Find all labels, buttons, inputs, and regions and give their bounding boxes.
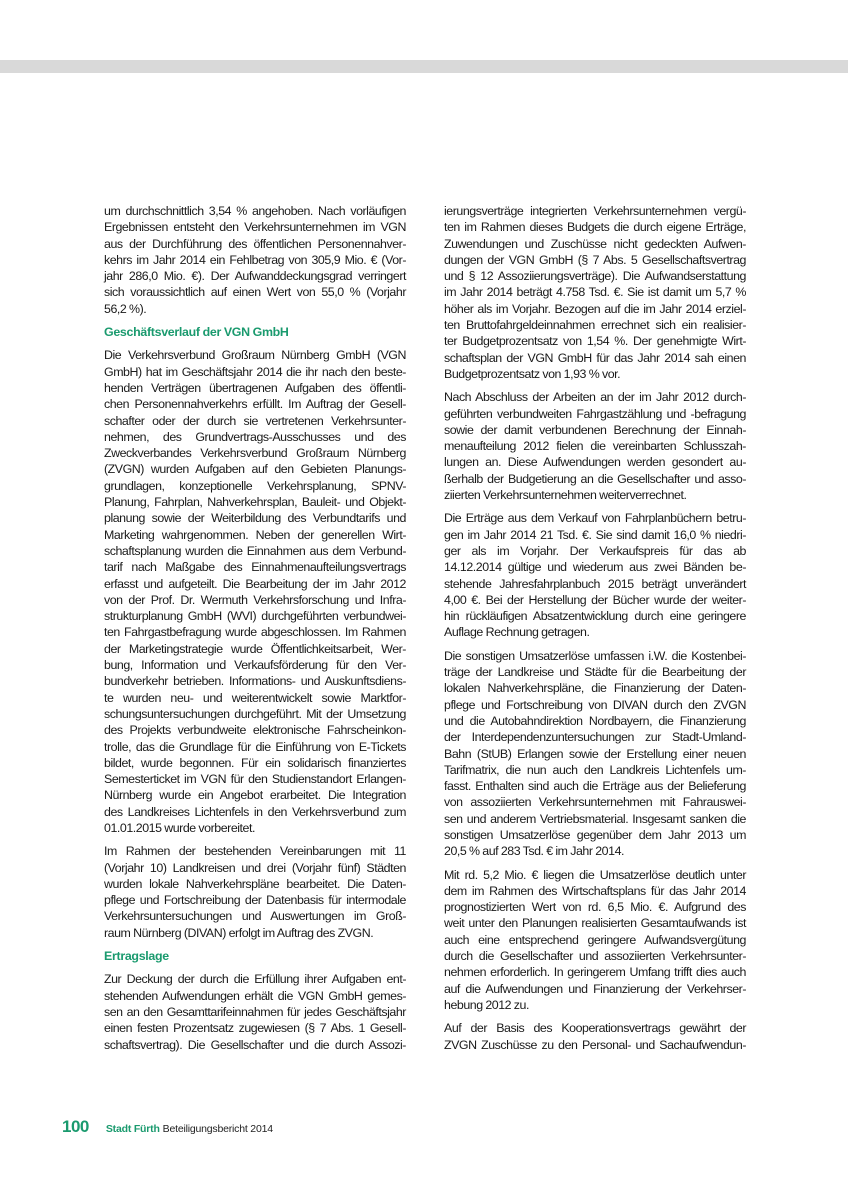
text-line: henden Verträgen übertragenen Aufgaben des öffentli- bbox=[104, 380, 406, 395]
text-line: und § 12 Assoziierungsverträge). Die Aufwandserstattung bbox=[444, 269, 746, 284]
text-line: sich voraussichtlich auf einen Wert von 55,0 % (Vorjahr bbox=[104, 285, 406, 300]
text-line: ßerhalb der Budgetierung an die Gesellschafter und asso- bbox=[444, 471, 746, 486]
paragraph bbox=[444, 867, 746, 1014]
text-line: schaftsplanung wurden die Einnahmen aus dem Verbund- bbox=[104, 543, 406, 558]
text-line: erfasst und aufgeteilt. Die Bearbeitung der im Jahr 2012 bbox=[104, 576, 406, 591]
text-line: chen Personennahverkehrs erfüllt. Im Auftrag der Gesell- bbox=[104, 397, 406, 412]
text-line: dungen der VGN GmbH (§ 7 Abs. 5 Gesellschaftsvertrag bbox=[444, 252, 746, 267]
text-line: Auf der Basis des Kooperationsvertrags gewährt der bbox=[444, 1021, 746, 1036]
text-line: hebung 2012 zu. bbox=[444, 997, 529, 1012]
paragraph bbox=[444, 389, 746, 503]
text-line: des Landkreises Lichtenfels in den Verkehrsverbund zum bbox=[104, 804, 406, 819]
text-line: kehrs im Jahr 2014 ein Fehlbetrag von 305,9 Mio. € (Vor- bbox=[104, 252, 406, 267]
text-line: menaufteilung 2012 fielen die vereinbarten Schlusszah- bbox=[444, 439, 746, 454]
text-line: 14.12.2014 gültige und wiederum aus zwei Bänden be- bbox=[444, 560, 746, 575]
text-line: ierungsverträge integrierten Verkehrsunternehmen vergü- bbox=[444, 204, 746, 218]
text-line: Bahn (StUB) Erlangen sowie der Erstellung einer neuen bbox=[444, 746, 746, 761]
text-line: Zweckverbandes Verkehrsverbund Großraum Nürnberg bbox=[104, 446, 406, 461]
text-line: ziierten Verkehrsunternehmen weiterverrechnet. bbox=[444, 488, 687, 503]
text-line: Die Erträge aus dem Verkauf von Fahrplanbüchern betru- bbox=[444, 511, 746, 526]
text-line: ZVGN Zuschüsse zu den Personal- und Sachaufwendun- bbox=[444, 1037, 746, 1052]
text-line: einen festen Prozentsatz zugewiesen (§ 7 Abs. 1 Gesell- bbox=[104, 1021, 406, 1036]
text-line: nehmen erforderlich. In geringerem Umfang trifft dies auch bbox=[444, 965, 746, 980]
text-line: grundlagen, konzeptionelle Verkehrsplanung, SPNV- bbox=[104, 478, 406, 493]
text-line: bildet, wurde begonnen. Für ein solidarisch finanziertes bbox=[104, 755, 406, 770]
text-line: gen im Jahr 2014 21 Tsd. €. Sie sind damit 16,0 % niedri- bbox=[444, 527, 746, 542]
text-line: Planung, Fahrplan, Nahverkehrsplan, Bauleit- und Objekt- bbox=[104, 495, 406, 510]
text-line: sen und anderem Vertriebsmaterial. Insgesamt sanken die bbox=[444, 811, 746, 826]
text-line: ten Bruttofahrgeldeinnahmen errechnet sich ein realisier- bbox=[444, 318, 746, 333]
text-line: Die Verkehrsverbund Großraum Nürnberg GmbH (VGN bbox=[104, 348, 406, 363]
text-line: Verkehrsuntersuchungen und Auswertungen im Groß- bbox=[104, 909, 406, 924]
text-line: GmbH) hat im Geschäftsjahr 2014 die ihr nach den beste- bbox=[104, 364, 406, 379]
text-line: Tarifmatrix, die nun auch den Landkreis Lichtenfels um- bbox=[444, 762, 746, 777]
paragraph bbox=[104, 971, 406, 1052]
text-line: Nach Abschluss der Arbeiten an der im Jahr 2012 durch- bbox=[444, 390, 746, 405]
text-line: trolle, das die Grundlage für die Einführung von E-Tickets bbox=[104, 739, 406, 754]
text-line: lungen an. Diese Aufwendungen werden gesondert au- bbox=[444, 455, 746, 470]
text-line: stehenden Aufwendungen erhält die VGN GmbH gemes- bbox=[104, 988, 406, 1003]
text-line: Ergebnissen entsteht den Verkehrsunternehmen im VGN bbox=[104, 220, 406, 235]
text-line: pflege und Fortschreibung der Datenbasis für intermodale bbox=[104, 893, 406, 908]
paragraph bbox=[104, 843, 406, 941]
text-line: fasst. Enthalten sind auch die Erträge aus der Belieferung bbox=[444, 779, 746, 794]
top-bar bbox=[0, 60, 848, 73]
text-line: Mit rd. 5,2 Mio. € liegen die Umsatzerlöse deutlich unter bbox=[444, 867, 746, 882]
right-text-column bbox=[444, 203, 746, 1060]
footer-publisher: Stadt Fürth bbox=[105, 1123, 160, 1135]
section-heading: Geschäftsverlauf der VGN GmbH bbox=[104, 325, 289, 340]
text-line: von der Prof. Dr. Wermuth Verkehrsforschung und Infra- bbox=[104, 592, 406, 607]
text-line: 01.01.2015 wurde vorbereitet. bbox=[104, 820, 255, 835]
text-line: bundverkehr betrieben. Informations- und Auskunftsdiens- bbox=[104, 674, 406, 689]
text-line: von assoziierten Verkehrsunternehmen mit Fahrauswei- bbox=[444, 795, 746, 810]
text-line: Zur Deckung der durch die Erfüllung ihrer Aufgaben ent- bbox=[104, 972, 406, 987]
text-line: ter Budgetprozentsatz von 1,54 %. Der genehmigte Wirt- bbox=[444, 334, 746, 349]
text-line: schaftsplan der VGN GmbH für das Jahr 2014 sah einen bbox=[444, 350, 746, 365]
text-line: jahr 286,0 Mio. €). Der Aufwanddeckungsgrad verringert bbox=[104, 269, 406, 284]
paragraph bbox=[104, 347, 406, 836]
text-line: der Marketingstrategie wurde Öffentlichkeitsarbeit, Wer- bbox=[104, 641, 406, 656]
text-line: wurden lokale Nahverkehrspläne bearbeitet. Die Daten- bbox=[104, 876, 406, 891]
text-line: schaftsvertrag). Die Gesellschafter und die durch Assozi- bbox=[104, 1037, 406, 1052]
text-line: des Projekts verbundweite elektronische Fahrscheinkon- bbox=[104, 723, 406, 738]
section-heading: Ertragslage bbox=[104, 949, 169, 964]
text-line: Im Rahmen der bestehenden Vereinbarungen mit 11 bbox=[104, 844, 406, 859]
paragraph bbox=[104, 203, 406, 317]
text-line: Marketing wahrgenommen. Neben der generellen Wirt- bbox=[104, 527, 406, 542]
text-line: Nürnberg wurde ein Angebot erarbeitet. Die Integration bbox=[104, 788, 406, 803]
text-line: planung sowie der Weiterbildung des Verbundtarifs und bbox=[104, 511, 406, 526]
text-line: 56,2 %). bbox=[104, 301, 147, 316]
paragraph bbox=[444, 510, 746, 640]
text-line: Budgetprozentsatz von 1,93 % vor. bbox=[444, 366, 621, 381]
text-line: sowie der damit verbundenen Berechnung der Einnah- bbox=[444, 422, 746, 437]
text-line: aus der Durchführung des öffentlichen Personennahver- bbox=[104, 236, 406, 251]
text-line: höher als im Vorjahr. Bezogen auf die im Jahr 2014 erziel- bbox=[444, 301, 746, 316]
text-line: stehende Jahresfahrplanbuch 2015 beträgt unverändert bbox=[444, 576, 746, 591]
footer-report-title: Beteiligungsbericht 2014 bbox=[162, 1123, 273, 1135]
text-line: prognostizierten Wert von rd. 6,5 Mio. €. Aufgrund des bbox=[444, 900, 746, 915]
left-text-column bbox=[104, 203, 406, 1060]
text-line: raum Nürnberg (DIVAN) erfolgt im Auftrag des ZVGN. bbox=[104, 925, 374, 940]
text-line: nehmen, des Grundvertrags-Ausschusses und des bbox=[104, 429, 406, 444]
text-line: 20,5 % auf 283 Tsd. € im Jahr 2014. bbox=[444, 844, 624, 859]
text-line: hin rückläufigen Absatzentwicklung durch eine geringere bbox=[444, 609, 746, 624]
text-line: Zuwendungen und Zuschüsse nicht gedeckten Aufwen- bbox=[444, 236, 746, 251]
text-line: sonstigen Umsatzerlöse gegenüber dem Jahr 2013 um bbox=[444, 827, 746, 842]
text-line: weit unter den Planungen realisierten Gesamtaufwands ist bbox=[444, 916, 746, 931]
text-line: bung, Information und Verkaufsförderung für den Ver- bbox=[104, 658, 406, 673]
text-line: Semesterticket im VGN für den Studienstandort Erlangen- bbox=[104, 772, 406, 787]
text-line: (Vorjahr 10) Landkreisen und drei (Vorjahr fünf) Städten bbox=[104, 860, 406, 875]
text-line: sen an den Gesamttarifeinnahmen für jedes Geschäftsjahr bbox=[104, 1004, 406, 1019]
text-line: pflege und Fortschreibung von DIVAN durch den ZVGN bbox=[444, 697, 746, 712]
text-line: (ZVGN) wurden Aufgaben auf den Gebieten Planungs- bbox=[104, 462, 406, 477]
text-line: dem im Rahmen des Wirtschaftsplans für das Jahr 2014 bbox=[444, 883, 746, 898]
text-line: auch eine entsprechend geringere Aufwandsvergütung bbox=[444, 932, 746, 947]
page-number: 100 bbox=[62, 1117, 89, 1136]
text-line: strukturplanung GmbH (WVI) durchgeführten verbundwei- bbox=[104, 609, 406, 624]
text-line: tarif nach Maßgabe des Einnahmenaufteilungsvertrags bbox=[104, 560, 406, 575]
text-line: schafter oder der durch sie vertretenen Verkehrsunter- bbox=[104, 413, 406, 428]
text-line: um durchschnittlich 3,54 % angehoben. Nach vorläufigen bbox=[104, 204, 406, 218]
text-line: Auflage Rechnung getragen. bbox=[444, 625, 590, 640]
text-line: schungsuntersuchungen durchgeführt. Mit der Umsetzung bbox=[104, 706, 406, 721]
text-line: geführten verbundweiten Fahrgastzählung und -befragung bbox=[444, 406, 746, 421]
page-footer bbox=[62, 1117, 273, 1137]
text-line: ten im Rahmen dieses Budgets die durch eigene Erträge, bbox=[444, 220, 746, 235]
text-line: te wurden neu- und weiterentwickelt sowie Marktfor- bbox=[104, 690, 406, 705]
paragraph bbox=[444, 648, 746, 860]
text-line: ten Fahrgastbefragung wurde abgeschlossen. Im Rahmen bbox=[104, 625, 406, 640]
text-line: im Jahr 2014 beträgt 4.758 Tsd. €. Sie ist damit um 5,7 % bbox=[444, 285, 746, 300]
paragraph bbox=[444, 1020, 746, 1053]
text-line: und die Autobahndirektion Nordbayern, die Finanzierung bbox=[444, 713, 746, 728]
text-line: Die sonstigen Umsatzerlöse umfassen i.W. die Kostenbei- bbox=[444, 648, 746, 663]
text-line: ger als im Vorjahr. Der Verkaufspreis für das ab bbox=[444, 543, 746, 558]
text-line: durch die Gesellschafter und assoziierten Verkehrsunter- bbox=[444, 949, 746, 964]
text-line: 4,00 €. Bei der Herstellung der Bücher wurde der weiter- bbox=[444, 592, 746, 607]
text-line: der Interdependenzuntersuchungen zur Stadt-Umland- bbox=[444, 730, 746, 745]
paragraph bbox=[444, 203, 746, 382]
text-line: träge der Landkreise und Städte für die Bearbeitung der bbox=[444, 665, 746, 680]
text-line: auf die Aufwendungen und Finanzierung der Verkehrser- bbox=[444, 981, 746, 996]
text-line: lokalen Nahverkehrspläne, die Finanzierung der Daten- bbox=[444, 681, 746, 696]
